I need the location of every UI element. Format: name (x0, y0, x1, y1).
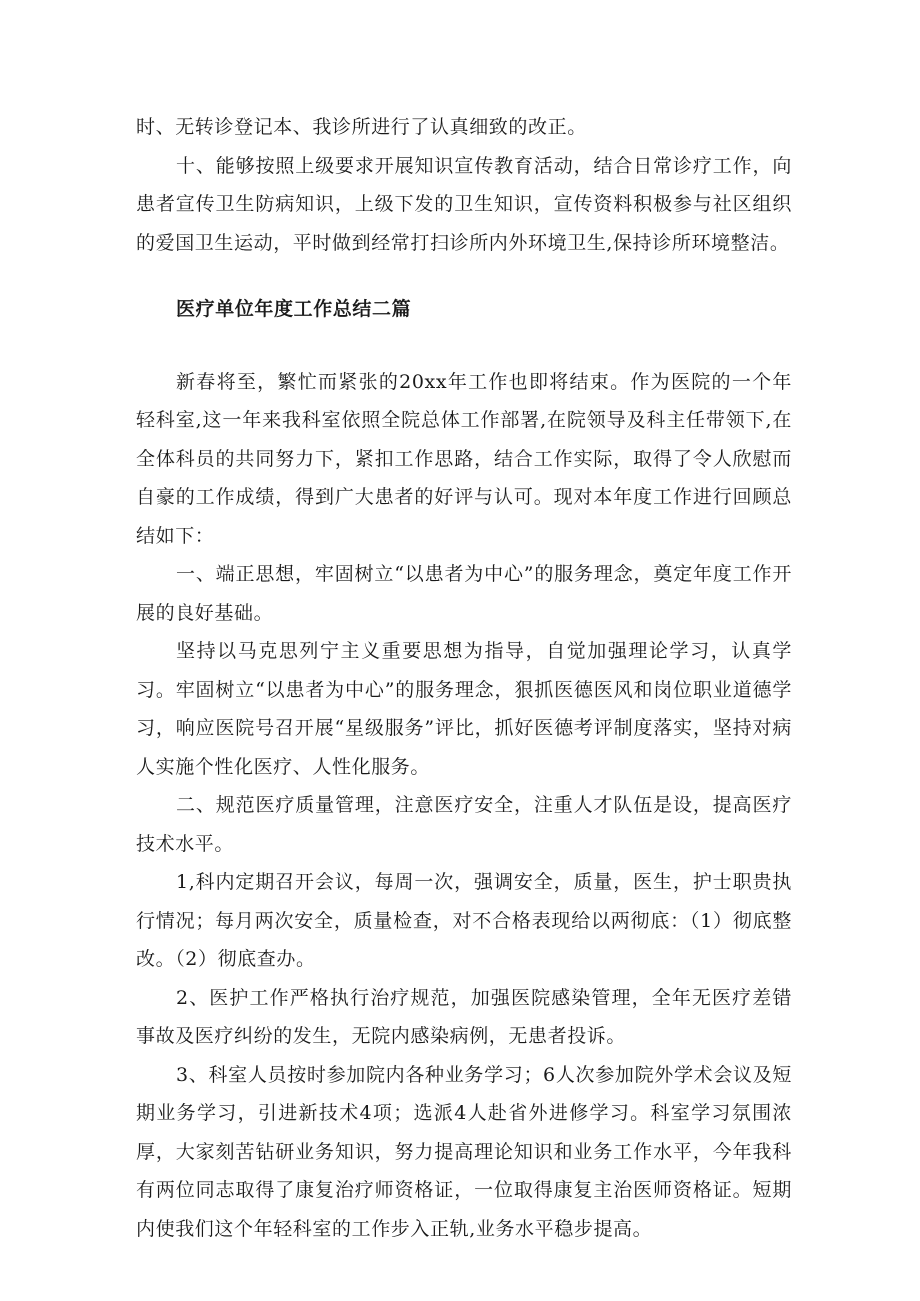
spacer (136, 329, 792, 363)
paragraph-point-one-heading: 一、端正思想，牢固树立“以患者为中心”的服务理念，奠定年度工作开展的良好基础。 (136, 563, 792, 624)
paragraph-continuation: 时、无转诊登记本、我诊所进行了认真细致的改正。 (136, 116, 587, 138)
paragraph-subpoint-3: 3、科室人员按时参加院内各种业务学习；6人次参加院外学术会议及短期业务学习，引进新技术4项；选派4人赴省外进修学习。科室学习氛围浓厚，大家刻苦钻研业务知识，努力提高理论知识和业务工作水平，今年我科有两位同志取得了康复治疗师资格证，一位取得康复主治医师资格证。短期内使我们这个年轻科室的工作步入正轨,业务水平稳步提高。 (136, 1063, 792, 1240)
paragraph-item-ten: 十、能够按照上级要求开展知识宣传教育活动，结合日常诊疗工作，向患者宣传卫生防病知识，上级下发的卫生知识，宣传资料积极参与社区组织的爱国卫生运动，平时做到经常打扫诊所内外环境卫生,保持诊所环境整洁。 (136, 154, 792, 254)
paragraph-point-two-heading: 二、规范医疗质量管理，注意医疗安全，注重人才队伍是设，提高医疗技术水平。 (136, 794, 792, 855)
paragraph-point-one-body: 坚持以马克思列宁主义重要思想为指导，自觉加强理论学习，认真学习。牢固树立“以患者为中心”的服务理念，狠抓医德医风和岗位职业道德学习，响应医院号召开展“星级服务”评比，抓好医德考评制度落实，坚持对病人实施个性化医疗、人性化服务。 (136, 640, 792, 778)
paragraph-subpoint-2: 2、医护工作严格执行治疗规范，加强医院感染管理，全年无医疗差错事故及医疗纠纷的发生，无院内感染病例，无患者投诉。 (136, 986, 792, 1047)
section-title: 医疗单位年度工作总结二篇 (176, 298, 412, 320)
paragraph-intro: 新春将至，繁忙而紧张的20xx年工作也即将结束。作为医院的一个年轻科室,这一年来我科室依照全院总体工作部署,在院领导及科主任带领下,在全体科员的共同努力下，紧扣工作思路，结合工作实际，取得了令人欣慰而自豪的工作成绩，得到广大患者的好评与认可。现对本年度工作进行回顾总结如下： (136, 370, 792, 547)
spacer (136, 262, 792, 290)
paragraph-subpoint-1: 1,科内定期召开会议，每周一次，强调安全，质量，医生，护士职贵执行情况；每月两次安全，质量检查，对不合格表现给以两彻底：（1）彻底整改。（2）彻底查办。 (136, 871, 792, 970)
document-page (136, 108, 792, 1248)
